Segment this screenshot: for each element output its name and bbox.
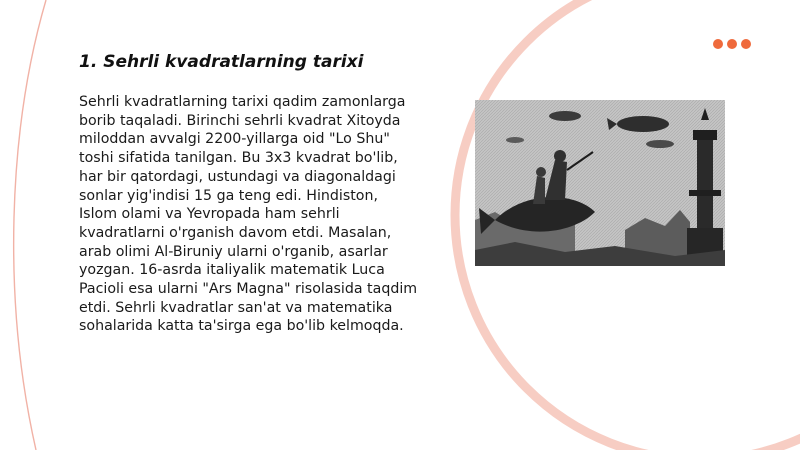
- slide-body-text: Sehrli kvadratlarning tarixi qadim zamonlarga borib taqaladi. Birinchi sehrli kvadrat Xitoyda miloddan avvalgi 2200-yillarga oid "Lo Shu" toshi sifatida tanilgan. Bu 3x3 kvadrat bo'lib, har bir qatordagi, ustundagi va diagonaldagi sonlar yig'indisi 15 ga teng edi. Hindiston, Islom olami va Yevropada ham sehrli kvadratlarni o'rganish davom etdi. Masalan, arab olimi Al-Biruniy ularni o'rganib, asarlar yozgan. 16-asrda italiyalik matematik Luca Pacioli esa ularni "Ars Magna" risolasida taqdim etdi. Sehrli kvadratlar san'at va matematika sohalarida katta ta'sirga ega bo'lib kelmoqda.: [79, 94, 418, 335]
- three-dots-icon: [713, 39, 751, 49]
- engraving-illustration: [475, 100, 725, 266]
- left-thin-arc: [14, 0, 46, 450]
- slide-title: 1. Sehrli kvadratlarning tarixi: [79, 52, 364, 72]
- dot: [713, 39, 723, 49]
- dot: [727, 39, 737, 49]
- dot: [741, 39, 751, 49]
